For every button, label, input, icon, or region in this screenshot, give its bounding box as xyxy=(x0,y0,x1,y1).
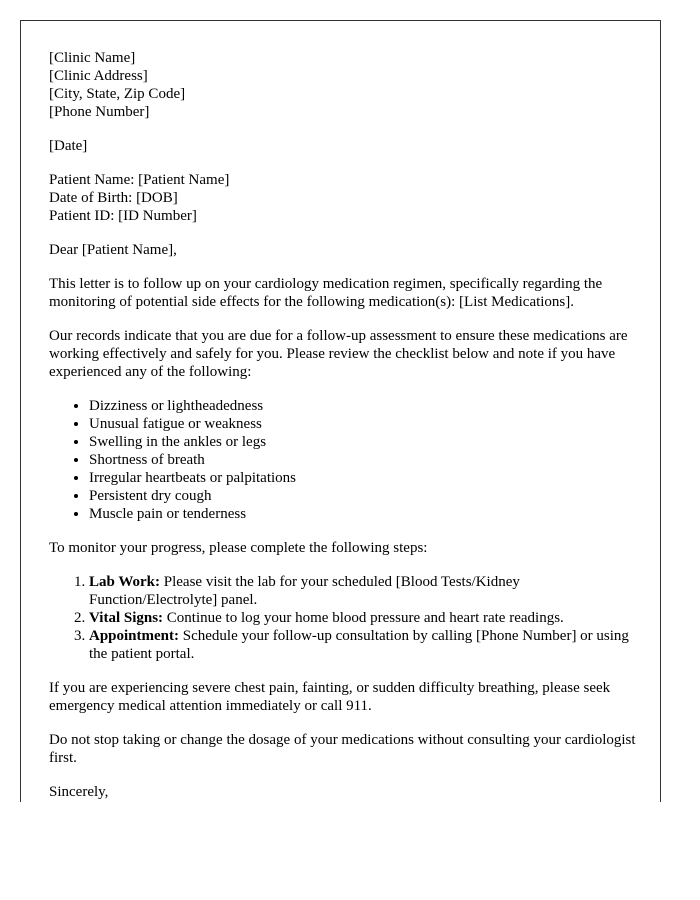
salutation: Dear [Patient Name], xyxy=(49,242,177,258)
emergency-paragraph: If you are experiencing severe chest pain, fainting, or sudden difficulty breathing, please seek emergency medical attention immediately or call 911. xyxy=(49,680,611,714)
patient-id: Patient ID: [ID Number] xyxy=(49,208,197,224)
symptom-item: • Muscle pain or tenderness xyxy=(89,505,649,523)
letter-body xyxy=(49,49,649,802)
patient-dob: Date of Birth: [DOB] xyxy=(49,190,178,206)
closing: Sincerely, xyxy=(49,784,109,800)
patient-info xyxy=(49,171,649,225)
clinic-city-state-zip: [City, State, Zip Code] xyxy=(49,86,186,102)
step-title: Lab Work: xyxy=(89,574,160,590)
letter-date: [Date] xyxy=(49,138,88,154)
step-item xyxy=(89,627,649,663)
step-title: Appointment: xyxy=(89,628,180,644)
intro-paragraph: This letter is to follow up on your cardiology medication regimen, specifically regarding the monitoring of potential side effects for the following medication(s): [List Medications]. xyxy=(49,276,603,310)
step-text: Continue to log your home blood pressure and heart rate readings. xyxy=(166,610,564,626)
step-item xyxy=(89,573,649,609)
clinic-address: [Clinic Address] xyxy=(49,68,148,84)
symptom-item: • Persistent dry cough xyxy=(89,487,649,505)
step-item xyxy=(89,609,649,627)
patient-name: Patient Name: [Patient Name] xyxy=(49,172,230,188)
letter-page xyxy=(20,20,661,802)
clinic-phone: [Phone Number] xyxy=(49,104,150,120)
symptom-checklist xyxy=(49,397,649,523)
clinic-header xyxy=(49,49,649,121)
symptom-item: • Irregular heartbeats or palpitations xyxy=(89,469,649,487)
step-text: Please visit the lab for your scheduled [Blood Tests/Kidney Function/Electrolyte] panel. xyxy=(89,574,520,608)
dosage-warning: Do not stop taking or change the dosage of your medications without consulting your cardiologist first. xyxy=(49,732,636,766)
steps-intro: To monitor your progress, please complete the following steps: xyxy=(49,540,428,556)
symptom-item: • Shortness of breath xyxy=(89,451,649,469)
step-title: Vital Signs: xyxy=(89,610,164,626)
step-text: Schedule your follow-up consultation by calling [Phone Number] or using the patient portal. xyxy=(89,628,629,662)
symptom-item: • Swelling in the ankles or legs xyxy=(89,433,649,451)
clinic-name: [Clinic Name] xyxy=(49,50,136,66)
symptom-item: • Dizziness or lightheadedness xyxy=(89,397,649,415)
steps-list xyxy=(49,573,649,663)
records-paragraph: Our records indicate that you are due for a follow-up assessment to ensure these medications are working effectively and safely for you. Please review the checklist below and note if you have experienced any of the following: xyxy=(49,328,628,380)
symptom-item: • Unusual fatigue or weakness xyxy=(89,415,649,433)
